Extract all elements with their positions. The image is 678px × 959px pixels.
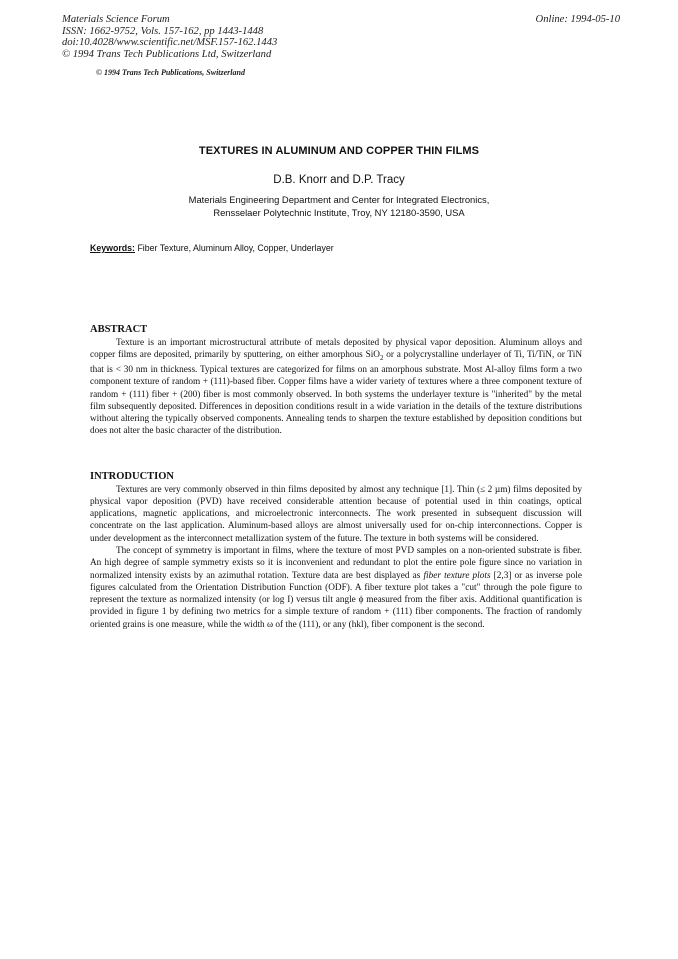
keywords-list: Fiber Texture, Aluminum Alloy, Copper, Underlayer bbox=[137, 243, 334, 253]
introduction-section bbox=[90, 471, 582, 631]
affiliation bbox=[0, 194, 678, 220]
affiliation-line-2: Rensselaer Polytechnic Institute, Troy, NY 12180-3590, USA bbox=[213, 206, 465, 218]
intro-p2-text-a: The concept of symmetry is important in films, where the texture of most PVD samples on a non-oriented substrate is fiber. An high degree of sample symmetry exists so it is inconvenient and redundant to plot the entire pole figure since no variation in normalized intensity exists by an azimuthal rotation. Texture data are best displayed as bbox=[90, 545, 582, 581]
subscript-2: 2 bbox=[379, 353, 384, 362]
paper-title: TEXTURES IN ALUMINUM AND COPPER THIN FILMS bbox=[198, 145, 480, 157]
journal-name: Materials Science Forum bbox=[62, 14, 170, 25]
intro-p2-italic: fiber texture plots bbox=[423, 570, 491, 581]
abstract-text-b: or a polycrystalline underlayer of Ti, Ti/TiN, or TiN that is < 30 nm in thickness. Typical textures are categorized for films on an amorphous substrate. Most Al-alloy films form a two component texture of random + (111)-based fiber. Copper films have a wider variety of textures where a three component texture of random + (111) fiber + (200) fiber is most commonly observed. In both systems the underlayer texture is "inherited" by the metal film subsequently deposited. Differences in deposition conditions result in a wide variation in the details of the texture distributions without altering the typically observed components. Annealing tends to sharpen the texture established by deposition conditions but does not alter the basic character of the distribution. bbox=[90, 349, 582, 437]
paper-authors: D.B. Knorr and D.P. Tracy bbox=[273, 174, 405, 186]
intro-paragraph-1: Textures are very commonly observed in thin films deposited by almost any technique [1]. Thin (≤ 2 µm) films deposited by physical vapor deposition (PVD) have received considerable attention because of potential used in thin coatings, optical applications, magnetic applications, and microelectronic interconnects. The work presented in subsequent discussion will concentrate on the last application. Aluminum-based alloys are almost universally used for on-chip interconnections. Copper is under development as the interconnect metallization system of the future. The texture in both systems will be considered. bbox=[90, 484, 582, 544]
abstract-paragraph bbox=[90, 337, 582, 438]
abstract-section bbox=[90, 324, 582, 438]
intro-paragraph-2 bbox=[90, 545, 582, 631]
keywords-label: Keywords: bbox=[90, 243, 135, 253]
abstract-text-a: Texture is an important microstructural attribute of metals deposited by physical vapor deposition. Aluminum alloys and copper films are deposited, primarily by sputtering, on either amorphous SiO bbox=[90, 337, 582, 360]
publication-header bbox=[62, 14, 277, 60]
doi-line: doi:10.4028/www.scientific.net/MSF.157-162.1443 bbox=[62, 37, 278, 49]
intro-p2-text-b: [2,3] or as inverse pole figures calculated from the Orientation Distribution Function (ODF). A fiber texture plot takes a "cut" through the pole figure to represent the texture as normalized intensity (or log I) versus tilt angle ϕ measured from the fiber axis. Additional quantification is provided in figure 1 by defining two metrics for a simple texture of random + (111) fiber components. The fraction of randomly oriented grains is one measure, while the width ω of the (111), or any (hkl), fiber component is the second. bbox=[90, 570, 582, 630]
abstract-heading: ABSTRACT bbox=[90, 324, 148, 335]
introduction-heading: INTRODUCTION bbox=[90, 471, 175, 482]
affiliation-line-1: Materials Engineering Department and Center for Integrated Electronics, bbox=[188, 194, 490, 205]
copyright-line: © 1994 Trans Tech Publications Ltd, Switzerland bbox=[62, 48, 272, 60]
keywords bbox=[90, 243, 334, 253]
issn-line: ISSN: 1662-9752, Vols. 157-162, pp 1443-1448 bbox=[62, 25, 264, 37]
copyright-small: © 1994 Trans Tech Publications, Switzerland bbox=[96, 68, 245, 77]
online-date: Online: 1994-05-10 bbox=[535, 14, 620, 25]
